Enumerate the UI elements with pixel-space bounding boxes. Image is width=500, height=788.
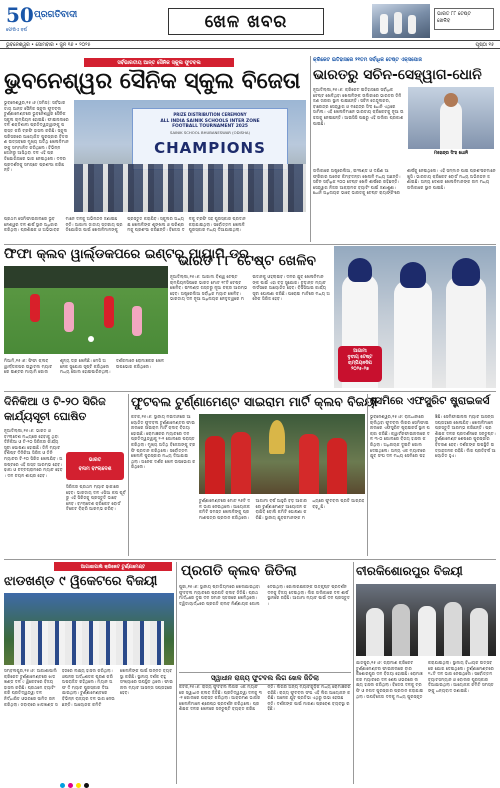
- registration-mark: [84, 783, 89, 788]
- story-sainik-school: ସର୍ବଭାରତୀୟ ଆନ୍ତ ସୈନିକ ସ୍କୁଲ ଫୁଟବଲ ଭୁବନେଶ୍ୱର ସୈନିକ ସ୍କୁଲ ବିଜେତା ଭୁବନେଶ୍ୱର,୧୫।୬ (ସମିସ): ସର୍ବଭାରତୀୟ ଆନ୍ତ ସୈନିକ ସ୍କୁଲ ଫୁଟବଲ ଟୁର୍ଣ୍ଣାମେଣ୍ଟରେ ଭୁବନେଶ୍ୱର ସୈନିକ ସ୍କୁଲ ଚାମ୍ପିୟନ ହୋଇଛି। ଫାଇନାଲରେ ଦଳ ଶକ୍ତିଶାଳୀ ପ୍ରତିଦ୍ୱନ୍ଦ୍ୱୀଙ୍କୁ ପରାସ୍ତ କରି ଟ୍ରଫି ହାସଲ କରିଛି। ସ୍କୁଲ ପରିସରରେ ଆୟୋଜିତ ପୁରସ୍କାର ବିତରଣ ଉତ୍ସବରେ ମୁଖ୍ୟ ଅତିଥି ଖେଳାଳିମାନଙ୍କୁ ସମ୍ମାନିତ କରିଥିଲେ। ବିଭିନ୍ନ ଜୋନରୁ ଆସିଥିବା ଦଳ ଏହି ପ୍ରତିଯୋଗିତାରେ ଭାଗ ନେଇଥିଲେ। ଦଳର ପ୍ରଦର୍ଶନକୁ ସମସ୍ତେ ପ୍ରଶଂସା କରିଛନ୍ତି। PRIZE DISTRIBUTION CEREMONY ALL INDIA SAINIK SCHOOLS INTER ZONE FOOTBALL TOURNAMENT 2025 SAINIK SCHOOL BHUBANESWAR (ODISHA) CHAMPIONS ପ୍ରଥମ ସେମିଫାଇନାଲରେ ଭୁବନେଶ୍ୱର ଦଳ ଶୀର୍ଷ ସ୍ଥାନ ଅଧିକାର କରିଥିଲା। ପ୍ରଶିକ୍ଷକ ଓ ଅଭିଭାବକମାନେ ଦଳକୁ ଅଭିନନ୍ଦନ ଜଣାଇଛନ୍ତି। ଆଗାମୀ ଜାତୀୟ ସ୍ତରୀୟ ପ୍ରତିଯୋଗିତା ପାଇଁ ଖେଳାଳିମାନଙ୍କୁ ପ୍ରସ୍ତୁତ କରାଯିବ। ସ୍କୁଲର ଅଧ୍ୟକ୍ଷ ଖେଳାଳିଙ୍କ ଶୃଙ୍ଖଳା ଓ ପରିଶ୍ରମକୁ ପ୍ରଶଂସା କରିଛନ୍ତି। ବିଜେତା ଦଳକୁ ଟ୍ରଫି ସହ ପୁରସ୍କାର ପ୍ରଦାନ କରାଯାଇଥିଲା। ସର୍ବୋତ୍ତମ ଖେଳାଳି ପୁରସ୍କାର ମଧ୍ୟ ଦିଆଯାଇଥିଲା।: [4, 56, 308, 242]
- champions-photo: [74, 100, 306, 212]
- paper-name: ପ୍ରଗତିବାଦୀ: [34, 10, 78, 20]
- story-sairam-club: ଫୁଟବଲ ଟୁର୍ଣ୍ଣାମେଣ୍ଟ ସାଇରାମ ମାର୍ଟି କ୍ଲବ ବିଜୟୀ କଟକ,୧୫।୬: ସ୍ଥାନୀୟ ମଇଦାନରେ ଆୟୋଜିତ ଫୁଟବଲ ଟୁର୍ଣ୍ଣାମେଣ୍ଟର ଫାଇନାଲରେ ସାଇରାମ ମାର୍ଟି କ୍ଲବ ବିଜୟୀ ହୋଇଛି। ରୋମାଞ୍ଚକର ମ୍ୟାଚରେ ଦଳ ପ୍ରତିଦ୍ୱନ୍ଦ୍ୱୀକୁ ୨-୧ ଗୋଲରେ ପରାସ୍ତ କରିଥିଲା। ମୁଖ୍ୟ ଅତିଥି ବିଜେତାଙ୍କୁ ଟ୍ରଫି ପ୍ରଦାନ କରିଥିଲେ। ସର୍ବୋତ୍ତମ ଖେଳାଳି ପୁରସ୍କାର ମଧ୍ୟ ଦିଆଯାଇଥିଲା। ଅନେକ ଦର୍ଶକ ଖେଳ ଉପଭୋଗ କରିଥିଲେ। ଟୁର୍ଣ୍ଣାମେଣ୍ଟରେ ମୋଟ ୧୬ଟି ଦଳ ଭାଗ ନେଇଥିଲେ। ଆୟୋଜକ କମିଟି ସମସ୍ତ ଖେଳାଳିଙ୍କୁ ପ୍ରମାଣପତ୍ର ପ୍ରଦାନ କରିଥିଲେ। ଆଗାମୀ ବର୍ଷ ଆହୁରି ବଡ଼ ଆକାରରେ ଟୁର୍ଣ୍ଣାମେଣ୍ଟ ଆୟୋଜନ କରାଯିବ ବୋଲି କମିଟି ଘୋଷଣା କରିଛି। ସ୍ଥାନୀୟ ଯୁବକମାନଙ୍କ ମଧ୍ୟରେ ଫୁଟବଲ ପ୍ରତି ଆଗ୍ରହ ବଢ଼ୁଛି।: [131, 394, 365, 556]
- story-jharkhand-win: [4, 562, 174, 784]
- subhead: ସ୍ୱାଧୀନ ରାଜ୍ୟ ଫୁଟବଲ ଲିଗ ଖେଳ ଜିତିଲା: [179, 672, 351, 685]
- headline: ଫୁଟବଲ ଟୁର୍ଣ୍ଣାମେଣ୍ଟ ସାଇରାମ ମାର୍ଟି କ୍ଲବ ବିଜୟୀ: [131, 394, 378, 409]
- section-title-box: [168, 8, 324, 35]
- headline: ଝାଡଖଣ୍ଡ ୯ ୱିକେଟରେ ବିଜୟୀ: [4, 574, 158, 589]
- headline: ଭାରତରୁ ସଚିନ-ସେହ୍ୱାଗ-ଧୋନି: [313, 67, 482, 83]
- article-body: ସମ୍ବଲପୁର,୧୫।୬: ଆଗାଶାପାଲି କ୍ରିକେଟ ଟୁର୍ଣ୍ଣାମେଣ୍ଟରେ ଝାଡଖଣ୍ଡ ଦଳ ୯ ୱିକେଟରେ ବିଜୟ ହାସଲ କରିଛି। ପ୍ରଥମେ ବ୍ୟାଟିଂ କରି ପ୍ରତିଦ୍ୱନ୍ଦ୍ୱୀ ଦଳ ନିର୍ଦ୍ଧାରିତ ଓଭରରେ ସୀମିତ ରନ କରିଥିଲା। ଜବାବରେ ଝାଡଖଣ୍ଡ ସହଜରେ ଲକ୍ଷ୍ୟ ହାସଲ କରିଥିଲା। ଓପନର ଅର୍ଦ୍ଧଶତକ ପୂରଣ କରି ଅପରାଜିତ ରହିଥିଲେ। ମ୍ୟାନ ଅଫ ଦି ମ୍ୟାଚ ପୁରସ୍କାର ଦିଆଯାଇଥିଲା। ଟୁର୍ଣ୍ଣାମେଣ୍ଟରେ ବିଭିନ୍ନ ରାଜ୍ୟର ଦଳ ଭାଗ ନେଉଛନ୍ତି। ଆୟୋଜକ କମିଟି ଖେଳାଳିଙ୍କ ପାଇଁ ଉନ୍ନତ ବ୍ୟବସ୍ଥା କରିଛି। ସ୍ଥାନୀୟ ଦର୍ଶକ ବହୁ ସଂଖ୍ୟାରେ ଉପସ୍ଥିତ ଥିଲେ। ଫାଇନାଲ ମ୍ୟାଚ ଆସନ୍ତା ସପ୍ତାହରେ ହେବ।: [4, 668, 173, 707]
- story-india-88-tests: [170, 246, 496, 388]
- photo-caption: ମହେନ୍ଦ୍ର ସିଂହ ଧୋନି: [433, 151, 469, 156]
- story-pragati-club: ପ୍ରଗତି କ୍ଲବ ଜିତିଲା ପୁରୀ,୧୫।୬: ସ୍ଥାନୀୟ ଷ୍ଟାଡିୟମରେ ଖେଳାଯାଇଥିବା ଫୁଟବଲ ମ୍ୟାଚରେ ପ୍ରଗତି କ୍ଲବ ଜିତିଛି। ପ୍ରଥମାର୍ଦ୍ଧରେ ଦୁଇ ଦଳ ସମାନ ସ୍ତରରେ ଖେଳିଥିଲେ। ଦ୍ୱିତୀୟାର୍ଦ୍ଧରେ ପ୍ରଗତି କ୍ଲବ ନିର୍ଣ୍ଣାୟକ ଗୋଲ ଦେଇଥିଲା। ଗୋଲରକ୍ଷକଙ୍କ ଉତ୍କୃଷ୍ଟ ପ୍ରଦର୍ଶନ ଦଳକୁ ବିଜୟ ଦେଇଥିଲା। ଲିଗ ତାଲିକାରେ ଦଳ ଶୀର୍ଷ ସ୍ଥାନରେ ରହିଛି। ଆଗାମୀ ମ୍ୟାଚ ପାଇଁ ଦଳ ପ୍ରସ୍ତୁତ। ସ୍ୱାଧୀନ ରାଜ୍ୟ ଫୁଟବଲ ଲିଗ ଖେଳ ଜିତିଲା କଟକ,୧୫।୬: ରାଜ୍ୟ ଫୁଟବଲ ଲିଗର ଏକ ମ୍ୟାଚରେ ସ୍ୱାଧୀନ କ୍ଲବ ଜିତିଛି। ପ୍ରତିଦ୍ୱନ୍ଦ୍ୱୀ ଦଳକୁ ୩-୧ ଗୋଲରେ ପରାସ୍ତ କରିଥିଲା। ଆକ୍ରମଣ ଭାଗର ଖେଳାଳିମାନେ ଶ୍ରେଷ୍ଠ ପ୍ରଦର୍ଶନ କରିଥିଲେ। ପ୍ରଶିକ୍ଷକ ଦଳର ଖେଳରେ ସନ୍ତୁଷ୍ଟି ବ୍ୟକ୍ତ କରିଛନ୍ତି। ଲିଗର ଅନ୍ୟ ମ୍ୟାଚଗୁଡ଼ିକ ମଧ୍ୟ ରୋମାଞ୍ଚକର ରହିଛି। ରାଜ୍ୟ ଫୁଟବଲ ସଂଘ ଏହି ଲିଗ ଆୟୋଜନ କରିଛି। ଅନେକ ଯୁବ ପ୍ରତିଭା ଏଥିରୁ ଉଭା ହେଉଛନ୍ତି। ଦର୍ଶକଙ୍କ ପାଇଁ ମାଗଣା ପ୍ରବେଶ ବ୍ୟବସ୍ଥା ରହିଛି।: [179, 562, 351, 784]
- headline: ଭାରତ ୮୮ ଟେଷ୍ଟ ଖେଳିବ: [178, 253, 316, 269]
- page-number: ପୃଷ୍ଠା ୧୫: [475, 43, 494, 48]
- registration-mark: [60, 783, 65, 788]
- dateline: ଭୁବନେଶ୍ୱର ‍• ସୋମବାର • ଜୁନ ୧୬ • ୨୦୨୫: [6, 43, 91, 48]
- story-birkishorepur: [356, 562, 496, 784]
- headline: ସେମିରେ ଏଫସ୍ପ୍ରିଟ ଷ୍ଟ୍ରାଇକର୍ସ: [370, 395, 490, 407]
- story-kicker: ଆଗାଶାପାଲି କ୍ରିକେଟ ଟୁର୍ଣ୍ଣାମେଣ୍ଟ: [54, 562, 172, 571]
- dateline-bar: [0, 40, 500, 49]
- trophy-team-photo: [199, 414, 365, 494]
- article-body: ଭୁବନେଶ୍ୱର,୧୫।୬ (ସମିସ): ସର୍ବଭାରତୀୟ ଆନ୍ତ ସୈନିକ ସ୍କୁଲ ଫୁଟବଲ ଟୁର୍ଣ୍ଣାମେଣ୍ଟରେ ଭୁବନେଶ୍ୱର ସୈନିକ ସ୍କୁଲ ଚାମ୍ପିୟନ ହୋଇଛି। ଫାଇନାଲରେ ଦଳ ଶକ୍ତିଶାଳୀ ପ୍ରତିଦ୍ୱନ୍ଦ୍ୱୀଙ୍କୁ ପରାସ୍ତ କରି ଟ୍ରଫି ହାସଲ କରିଛି। ସ୍କୁଲ ପରିସରରେ ଆୟୋଜିତ ପୁରସ୍କାର ବିତରଣ ଉତ୍ସବରେ ମୁଖ୍ୟ ଅତିଥି ଖେଳାଳିମାନଙ୍କୁ ସମ୍ମାନିତ କରିଥିଲେ। ବିଭିନ୍ନ ଜୋନରୁ ଆସିଥିବା ଦଳ ଏହି ପ୍ରତିଯୋଗିତାରେ ଭାଗ ନେଇଥିଲେ। ଦଳର ପ୍ରଦର୍ଶନକୁ ସମସ୍ତେ ପ୍ରଶଂସା କରିଛନ୍ତି।: [4, 100, 69, 173]
- registration-mark: [76, 783, 81, 788]
- story-fifa-club-wc: ଫିଫା କ୍ଲବ ୱାର୍ଲ୍ଡକପରେ ଇଣ୍ଟର ମାୟାମି ଡ୍ର ମିଆମି,୧୫।୬: ଫିଫା କ୍ଲବ ୱାର୍ଲ୍ଡକପର ଉଦ୍ଘାଟନୀ ମ୍ୟାଚରେ ଇଣ୍ଟର ମାୟାମି ଗୋଲଶୂନ୍ୟ ଡ୍ର ଖେଳିଛି। ମେସି ଅନେକ ସୁଯୋଗ ସୃଷ୍ଟି କରିଥିଲେ ମଧ୍ୟ ଗୋଲ ହୋଇପାରିନଥିଲା। ଦର୍ଶକମାନେ ରୋମାଞ୍ଚକର ଖେଳ ଉପଭୋଗ କରିଥିଲେ।: [4, 247, 249, 375]
- top-right-label: ଭାରତ ୮୮ ଟେଷ୍ଟ ଖେଳିବ: [434, 8, 494, 30]
- headline: ଭୁବନେଶ୍ୱର ସୈନିକ ସ୍କୁଲ ବିଜେତା: [4, 69, 301, 94]
- story-kicker: କ୍ରିକେଟ ଇତିହାସରେ ୨୧ତମ ସର୍ବାଧିକ ଟେଷ୍ଟ ଏକ୍ସପୋଜ: [313, 57, 422, 63]
- headline: ପ୍ରଗତି କ୍ଲବ ଜିତିଲା: [181, 563, 297, 579]
- newspaper-logo: [6, 4, 32, 26]
- article-body: ନୂଆଦିଲ୍ଲୀ,୧୫।୬: ଭାରତ ଓ ବାଂଲାଦେଶ ମଧ୍ୟରେ ହେବାକୁ ଥିବା ଦିନିକିଆ ଓ ଟି-୨୦ ସିରିଜର କାର୍ଯ୍ୟସୂଚୀ ଘୋଷଣା ହୋଇଛି। ତିନି ମ୍ୟାଚ ବିଶିଷ୍ଟ ଦିନିକିଆ ସିରିଜ ଓ ତିନି ମ୍ୟାଚର ଟି-୨୦ ସିରିଜ ଖେଳାଯିବ। ଅଗଷ୍ଟରେ ଏହି ଗସ୍ତ ଆରମ୍ଭ ହେବ। ଢାକା ଓ ଚଟ୍ଟଗ୍ରାମରେ ମ୍ୟାଚ ହେବ। ଦଳ ଚୟନ ଶୀଘ୍ର ହେବ।: [4, 428, 63, 478]
- article-body: ନୂଆଦିଲ୍ଲୀ,୧୫।୬: ଆଗାମୀ ବିଶ୍ୱ ଟେଷ୍ଟ ଚାମ୍ପିୟନସିପରେ ଭାରତ ମୋଟ ୧୮ଟି ଟେଷ୍ଟ ଖେଳିବ। ଇଂଲଣ୍ଡ ଗସ୍ତରୁ ନୂଆ ଚକ୍ର ଆରମ୍ଭ ହେବ। ଅଷ୍ଟ୍ରେଲିଆ ସର୍ବାଧିକ ମ୍ୟାଚ ଖେଳିବ। ଭାରତୀୟ ଦଳ ନୂଆ ଅଧିନାୟକ ନେତୃତ୍ୱରେ ମଇଦାନକୁ ଓହ୍ଲାଇବ। ଦଳର ଯୁବ ଖେଳାଳିମାନଙ୍କ ପାଇଁ ଏହା ବଡ଼ ସୁଯୋଗ। ଚୂଡ଼ାନ୍ତ ମ୍ୟାଚ ଲର୍ଡସରେ ଆୟୋଜିତ ହେବ। ବିସିସିଆଇ କାର୍ଯ୍ୟସୂଚୀ ଘୋଷଣା କରିଛି। ଘରୋଇ ମାଟିରେ ମଧ୍ୟ ଅନେକ ସିରିଜ ହେବ।: [170, 274, 330, 302]
- article-body: ଭୁବନେଶ୍ୱର,୧୫।୬: ରାଜଧାନୀରେ ଚାଲିଥିବା ଫୁଟବଲ ଲିଗର ସେମିଫାଇନାଲରେ ଏଫସ୍ପ୍ରିଟ ଷ୍ଟ୍ରାଇକର୍ସ ସ୍ଥାନ ପକ୍କା କରିଛି। କ୍ୱାର୍ଟରଫାଇନାଲରେ ଦଳ ୩-୦ ଗୋଲରେ ବିଜୟ ହାସଲ କରିଥିଲା। ଅଧିନାୟକ ଦୁଇଟି ଗୋଲ ଦେଇଥିଲେ। ଅନ୍ୟ ଏକ ମ୍ୟାଚରେ ଯୁବ ସଂଘ ଦଳ ମଧ୍ୟ ସେମିରେ ପହଞ୍ଚିଛି। ସେମିଫାଇନାଲ ମ୍ୟାଚ ଆସନ୍ତା ସପ୍ତାହରେ ଖେଳାଯିବ। ଖେଳାଳିମାନେ ପ୍ରସ୍ତୁତି ଆରମ୍ଭ କରିଛନ୍ତି। ପ୍ରଶିକ୍ଷକ ଦଳର ପ୍ରଦର୍ଶନରେ ସନ୍ତୁଷ୍ଟ। ଟୁର୍ଣ୍ଣାମେଣ୍ଟ ଶେଷରେ ପୁରସ୍କାର ବିତରଣ ହେବ। ଦର୍ଶକଙ୍କ ଉପସ୍ଥିତି ଉତ୍ସାହଜନକ ରହିଛି। ଲିଗ ପ୍ରତିବର୍ଷ ଆୟୋଜିତ ହୁଏ।: [370, 414, 496, 459]
- football-match-photo: [4, 266, 168, 354]
- champions-banner: PRIZE DISTRIBUTION CEREMONY ALL INDIA SAINIK SCHOOLS INTER ZONE FOOTBALL TOURNAMENT 2025 SAINIK SCHOOL BHUBANESWAR (ODISHA) CHAMPIONS: [132, 108, 288, 170]
- subhead: କାର୍ଯ୍ୟସୂଚୀ ଘୋଷିତ: [4, 410, 87, 423]
- logo-years: 50: [6, 3, 34, 27]
- prize-ceremony-photo: [356, 584, 496, 656]
- article-body: କଟକ,୧୫।୬: ସ୍ଥାନୀୟ ମଇଦାନରେ ଆୟୋଜିତ ଫୁଟବଲ ଟୁର୍ଣ୍ଣାମେଣ୍ଟର ଫାଇନାଲରେ ସାଇରାମ ମାର୍ଟି କ୍ଲବ ବିଜୟୀ ହୋଇଛି। ରୋମାଞ୍ଚକର ମ୍ୟାଚରେ ଦଳ ପ୍ରତିଦ୍ୱନ୍ଦ୍ୱୀକୁ ୨-୧ ଗୋଲରେ ପରାସ୍ତ କରିଥିଲା। ମୁଖ୍ୟ ଅତିଥି ବିଜେତାଙ୍କୁ ଟ୍ରଫି ପ୍ରଦାନ କରିଥିଲେ। ସର୍ବୋତ୍ତମ ଖେଳାଳି ପୁରସ୍କାର ମଧ୍ୟ ଦିଆଯାଇଥିଲା। ଅନେକ ଦର୍ଶକ ଖେଳ ଉପଭୋଗ କରିଥିଲେ।: [131, 414, 196, 470]
- headline: ଫିଫା କ୍ଲବ ୱାର୍ଲ୍ଡକପରେ ଇଣ୍ଟର ମାୟାମି ଡ୍ର: [4, 247, 249, 262]
- masthead: [0, 0, 500, 54]
- sachin-photo: [408, 87, 494, 149]
- article-body: ଯାଜପୁର,୧୫।୬: ଗ୍ରାମୀଣ କ୍ରିକେଟ ଟୁର୍ଣ୍ଣାମେଣ୍ଟର ଫାଇନାଲରେ ବୀରକିଶୋରପୁର ଦଳ ବିଜୟୀ ହୋଇଛି। ରୋମାଞ୍ଚକର ମ୍ୟାଚରେ ଦଳ ଶେଷ ଓଭରରେ ଲକ୍ଷ୍ୟ ହାସଲ କରିଥିଲା। ବିଜେତା ଦଳକୁ ଟ୍ରଫି ଓ ନଗଦ ପୁରସ୍କାର ପ୍ରଦାନ କରାଯାଇଥିଲା। ଉପବିଜେତା ଦଳକୁ ମଧ୍ୟ ପୁରସ୍କୃତ କରାଯାଇଥିଲା। ସ୍ଥାନୀୟ ବିଧାୟକ ଉତ୍ସବରେ ଯୋଗ ଦେଇଥିଲେ। ଟୁର୍ଣ୍ଣାମେଣ୍ଟରେ ୨୪ଟି ଦଳ ଭାଗ ନେଇଥିଲେ। ସର୍ବୋତ୍ତମ ବ୍ୟାଟସମ୍ୟାନ ଓ ବୋଲର ପୁରସ୍କାର ଦିଆଯାଇଥିଲା। ଆୟୋଜକ କମିଟି ସମସ୍ତଙ୍କୁ ଧନ୍ୟବାଦ ଜଣାଇଛି।: [356, 660, 494, 699]
- ind-vs-ban-badge: ଭାରତ ବନାମ ବାଂଲାଦେଶ: [66, 452, 124, 480]
- registration-mark: [68, 783, 73, 788]
- story-kicker: ସର୍ବଭାରତୀୟ ଆନ୍ତ ସୈନିକ ସ୍କୁଲ ଫୁଟବଲ: [84, 58, 234, 67]
- masthead-cricket-photo: [372, 4, 430, 38]
- story-odi-t20-schedule: ଦିନିକିଆ ଓ ଟି-୨୦ ସିରିଜ କାର୍ଯ୍ୟସୂଚୀ ଘୋଷିତ ନୂଆଦିଲ୍ଲୀ,୧୫।୬: ଭାରତ ଓ ବାଂଲାଦେଶ ମଧ୍ୟରେ ହେବାକୁ ଥିବା ଦିନିକିଆ ଓ ଟି-୨୦ ସିରିଜର କାର୍ଯ୍ୟସୂଚୀ ଘୋଷଣା ହୋଇଛି। ତିନି ମ୍ୟାଚ ବିଶିଷ୍ଟ ଦିନିକିଆ ସିରିଜ ଓ ତିନି ମ୍ୟାଚର ଟି-୨୦ ସିରିଜ ଖେଳାଯିବ। ଅଗଷ୍ଟରେ ଏହି ଗସ୍ତ ଆରମ୍ଭ ହେବ। ଢାକା ଓ ଚଟ୍ଟଗ୍ରାମରେ ମ୍ୟାଚ ହେବ। ଦଳ ଚୟନ ଶୀଘ୍ର ହେବ। ଭାରତ ବନାମ ବାଂଲାଦେଶ ସିରିଜର ପ୍ରଥମ ମ୍ୟାଚ ଢାକାରେ ହେବ। ଭାରତୀୟ ଦଳ ଏସିଆ କପ ପୂର୍ବରୁ ଏହି ସିରିଜକୁ ପ୍ରସ୍ତୁତି ଭାବେ ନେବ। ବାଂଲାଦେଶ କ୍ରିକେଟ ବୋର୍ଡ ଟିକେଟ ବିକ୍ରି ଆରମ୍ଭ କରିବ।: [4, 394, 126, 556]
- story-test-exposure: କ୍ରିକେଟ ଇତିହାସରେ ୨୧ତମ ସର୍ବାଧିକ ଟେଷ୍ଟ ଏକ୍ସପୋଜ ଭାରତରୁ ସଚିନ-ସେହ୍ୱାଗ-ଧୋନି ନୂଆଦିଲ୍ଲୀ,୧୫।୬: କ୍ରିକେଟ ଇତିହାସରେ ସର୍ବାଧିକ ଟେଷ୍ଟ ଖେଳିଥିବା ଖେଳାଳିଙ୍କ ତାଲିକାରେ ଭାରତର ତିନି ଜଣ ତାରକା ସ୍ଥାନ ପାଇଛନ୍ତି। ସଚିନ ତେନ୍ଦୁଲକର, ବୀରେନ୍ଦ୍ର ସେହ୍ୱାଗ ଓ ମହେନ୍ଦ୍ର ସିଂହ ଧୋନି ଏଥିରେ ସାମିଲ। ଏହି ଖେଳାଳିମାନେ ଭାରତୀୟ କ୍ରିକେଟକୁ ନୂଆ ଉଚ୍ଚତାକୁ ନେଇଛନ୍ତି। ଆଇସିସି ପକ୍ଷରୁ ଏହି ତାଲିକା ପ୍ରକାଶ ପାଇଛି। ମହେନ୍ଦ୍ର ସିଂହ ଧୋନି ତାଲିକାରେ ଅଷ୍ଟ୍ରେଲିଆ, ଇଂଲଣ୍ଡ ଓ ଦକ୍ଷିଣ ଆଫ୍ରିକାର ଅନେକ କିମ୍ବଦନ୍ତୀ ଖେଳାଳି ମଧ୍ୟ ଅଛନ୍ତି। ସଚିନ ସର୍ବାଧିକ ୨୦୦ ଟେଷ୍ଟ ଖେଳି ଶୀର୍ଷରେ ରହିଛନ୍ତି। ସେହ୍ୱାଗ ନିଜର ଆକ୍ରାମକ ବ୍ୟାଟିଂ ପାଇଁ ଜଣାଶୁଣା। ଧୋନି ଅଧିନାୟକ ଭାବେ ଭାରତକୁ ଟେଷ୍ଟ ର‍୍ୟାଙ୍କିଂରେ ଶୀର୍ଷକୁ ନେଇଥିଲେ। ଏହି ସମ୍ମାନ ପାଇ ପ୍ରଶଂସକମାନେ ଖୁସି। ଭାରତୀୟ କ୍ରିକେଟ ବୋର୍ଡ ମଧ୍ୟ ଅଭିନନ୍ଦନ ଜଣାଇଛି। ଅନ୍ୟ ଦେଶର ଖେଳାଳିମାନଙ୍କ ନାମ ମଧ୍ୟ ତାଲିକାରେ ସ୍ଥାନ ପାଇଛି।: [313, 57, 496, 196]
- article-body: ନୂଆଦିଲ୍ଲୀ,୧୫।୬: କ୍ରିକେଟ ଇତିହାସରେ ସର୍ବାଧିକ ଟେଷ୍ଟ ଖେଳିଥିବା ଖେଳାଳିଙ୍କ ତାଲିକାରେ ଭାରତର ତିନି ଜଣ ତାରକା ସ୍ଥାନ ପାଇଛନ୍ତି। ସଚିନ ତେନ୍ଦୁଲକର, ବୀରେନ୍ଦ୍ର ସେହ୍ୱାଗ ଓ ମହେନ୍ଦ୍ର ସିଂହ ଧୋନି ଏଥିରେ ସାମିଲ। ଏହି ଖେଳାଳିମାନେ ଭାରତୀୟ କ୍ରିକେଟକୁ ନୂଆ ଉଚ୍ଚତାକୁ ନେଇଛନ୍ତି। ଆଇସିସି ପକ୍ଷରୁ ଏହି ତାଲିକା ପ୍ରକାଶ ପାଇଛି।: [313, 87, 404, 126]
- headline: ବୀରକିଶୋରପୁର ବିଜୟୀ: [356, 564, 463, 578]
- wtc-badge: ଆଗାମୀ ତୃତୀୟ ଟେଷ୍ଟ ଚାମ୍ପିୟନସିପ ୨୦୨୫-୨୭: [338, 346, 382, 382]
- section-title: ଖେଳ ଖବର: [204, 11, 288, 32]
- cricket-team-photo: [4, 593, 174, 665]
- headline: ଦିନିକିଆ ଓ ଟି-୨୦ ସିରିଜ: [4, 395, 106, 408]
- article-body: ପୁରୀ,୧୫।୬: ସ୍ଥାନୀୟ ଷ୍ଟାଡିୟମରେ ଖେଳାଯାଇଥିବା ଫୁଟବଲ ମ୍ୟାଚରେ ପ୍ରଗତି କ୍ଲବ ଜିତିଛି। ପ୍ରଥମାର୍ଦ୍ଧରେ ଦୁଇ ଦଳ ସମାନ ସ୍ତରରେ ଖେଳିଥିଲେ। ଦ୍ୱିତୀୟାର୍ଦ୍ଧରେ ପ୍ରଗତି କ୍ଲବ ନିର୍ଣ୍ଣାୟକ ଗୋଲ ଦେଇଥିଲା। ଗୋଲରକ୍ଷକଙ୍କ ଉତ୍କୃଷ୍ଟ ପ୍ରଦର୍ଶନ ଦଳକୁ ବିଜୟ ଦେଇଥିଲା। ଲିଗ ତାଲିକାରେ ଦଳ ଶୀର୍ଷ ସ୍ଥାନରେ ରହିଛି। ଆଗାମୀ ମ୍ୟାଚ ପାଇଁ ଦଳ ପ୍ରସ୍ତୁତ।: [179, 584, 351, 606]
- story-semi-strikers: [370, 394, 496, 556]
- logo-subtitle: ଫେରିଏ ବର୍ଷ: [6, 28, 27, 33]
